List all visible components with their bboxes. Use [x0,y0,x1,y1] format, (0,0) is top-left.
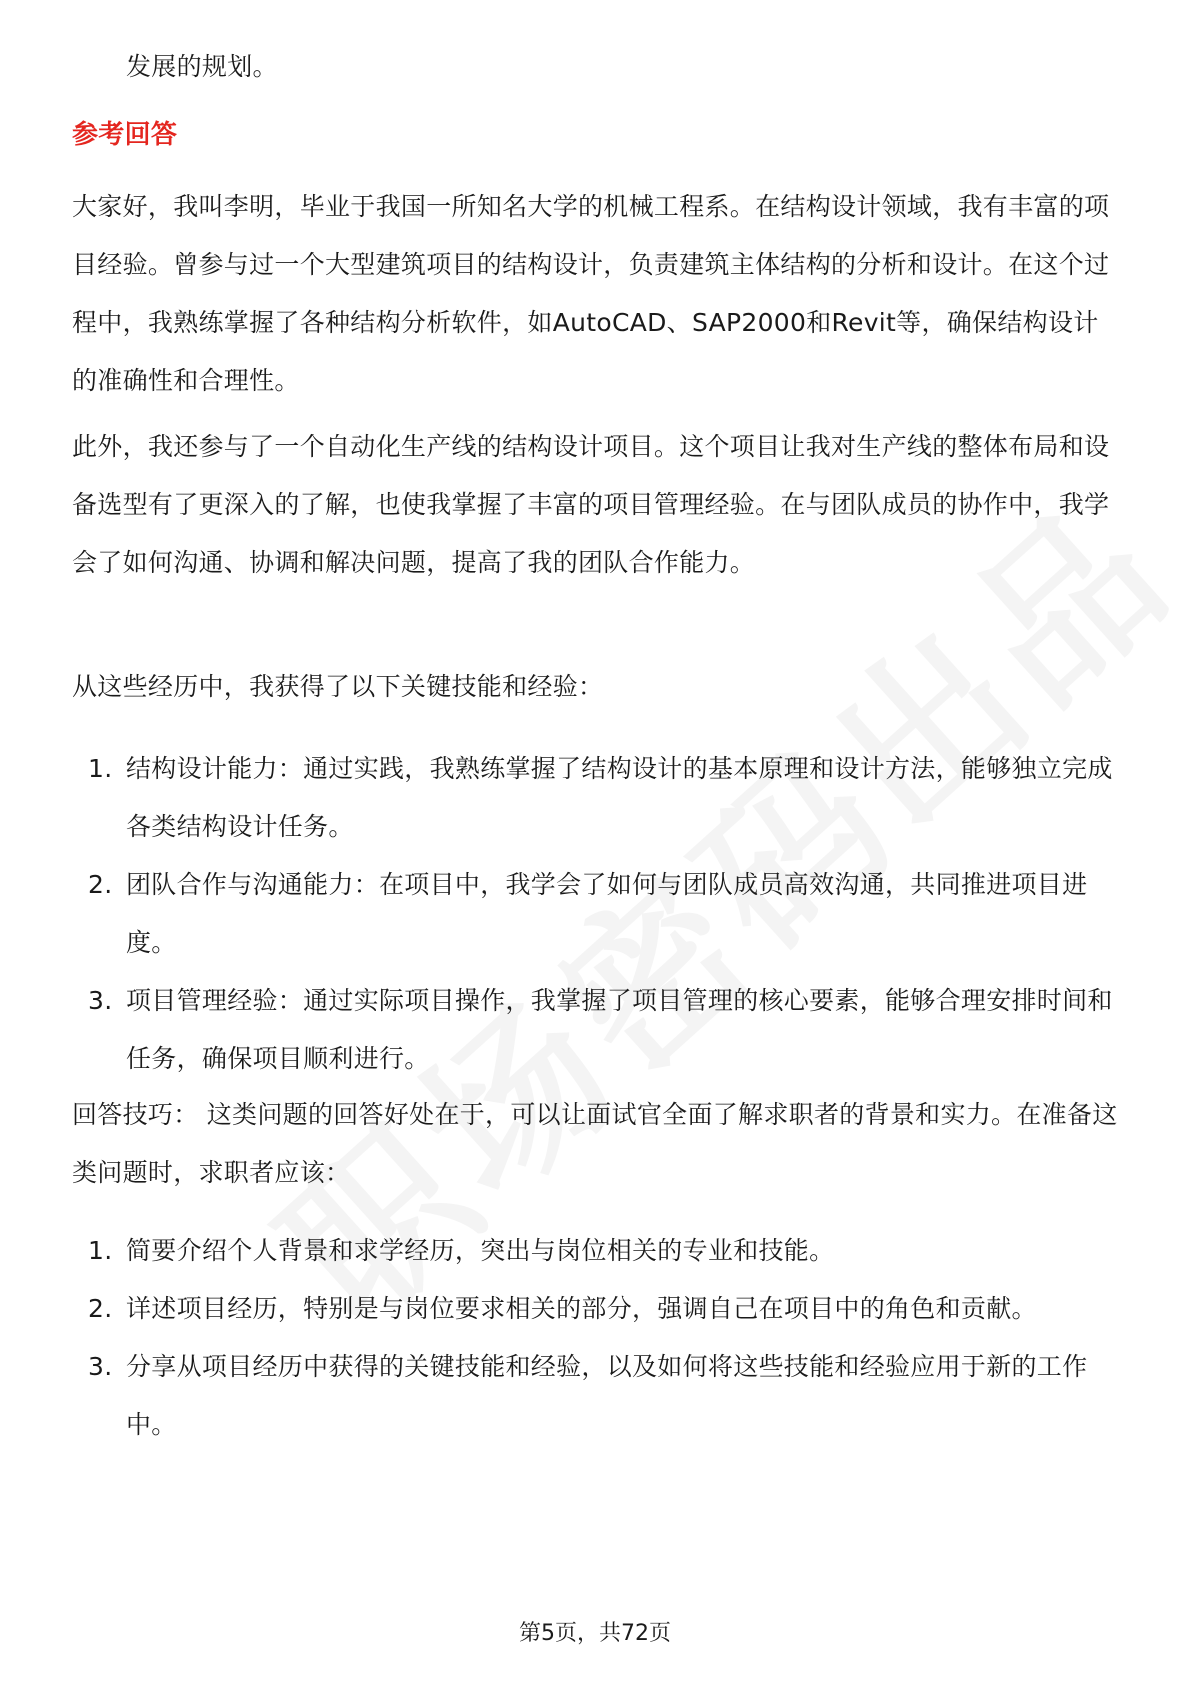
paragraph-project: 此外，我还参与了一个自动化生产线的结构设计项目。这个项目让我对生产线的整体布局和设备选型有了更深入的了解，也使我掌握了丰富的项目管理经验。在与团队成员的协作中，我学会了如何沟通、协调和解决问题，提高了我的团队合作能力。 [72,432,1110,577]
list-number: 2. [88,870,113,899]
paragraph-skills-lead: 从这些经历中，我获得了以下关键技能和经验： [72,672,604,701]
list-item [72,740,1120,856]
list-item [72,1338,1120,1454]
list-item [72,972,1120,1088]
list-text: 详述项目经历，特别是与岗位要求相关的部分，强调自己在项目中的角色和贡献。 [126,1294,1037,1323]
intro-continuation: 发展的规划。 [126,52,278,81]
list-number: 3. [88,1352,113,1381]
list-item [72,1222,1120,1280]
tips-list [72,1222,1120,1454]
list-text: 分享从项目经历中获得的关键技能和经验，以及如何将这些技能和经验应用于新的工作中。 [126,1352,1088,1439]
list-text: 简要介绍个人背景和求学经历，突出与岗位相关的专业和技能。 [126,1236,835,1265]
page-footer: 第5页，共72页 [519,1621,671,1646]
paragraph-intro: 大家好，我叫李明，毕业于我国一所知名大学的机械工程系。在结构设计领域，我有丰富的项目经验。曾参与过一个大型建筑项目的结构设计，负责建筑主体结构的分析和设计。在这个过程中，我熟练掌握了各种结构分析软件，如AutoCAD、SAP2000和Revit等，确保结构设计的准确性和合理性。 [72,192,1110,395]
list-item [72,856,1120,972]
list-number: 2. [88,1294,113,1323]
list-text: 团队合作与沟通能力：在项目中，我学会了如何与团队成员高效沟通，共同推进项目进度。 [126,870,1088,957]
skills-list [72,740,1120,1088]
list-text: 项目管理经验：通过实际项目操作，我掌握了项目管理的核心要素，能够合理安排时间和任务，确保项目顺利进行。 [126,986,1113,1073]
list-number: 3. [88,986,113,1015]
paragraph-tips: 回答技巧： 这类问题的回答好处在于，可以让面试官全面了解求职者的背景和实力。在准备这类问题时，求职者应该： [72,1100,1118,1187]
list-number: 1. [88,1236,113,1265]
list-text: 结构设计能力：通过实践，我熟练掌握了结构设计的基本原理和设计方法，能够独立完成各类结构设计任务。 [126,754,1113,841]
list-number: 1. [88,754,113,783]
section-heading: 参考回答 [72,120,178,150]
list-item [72,1280,1120,1338]
